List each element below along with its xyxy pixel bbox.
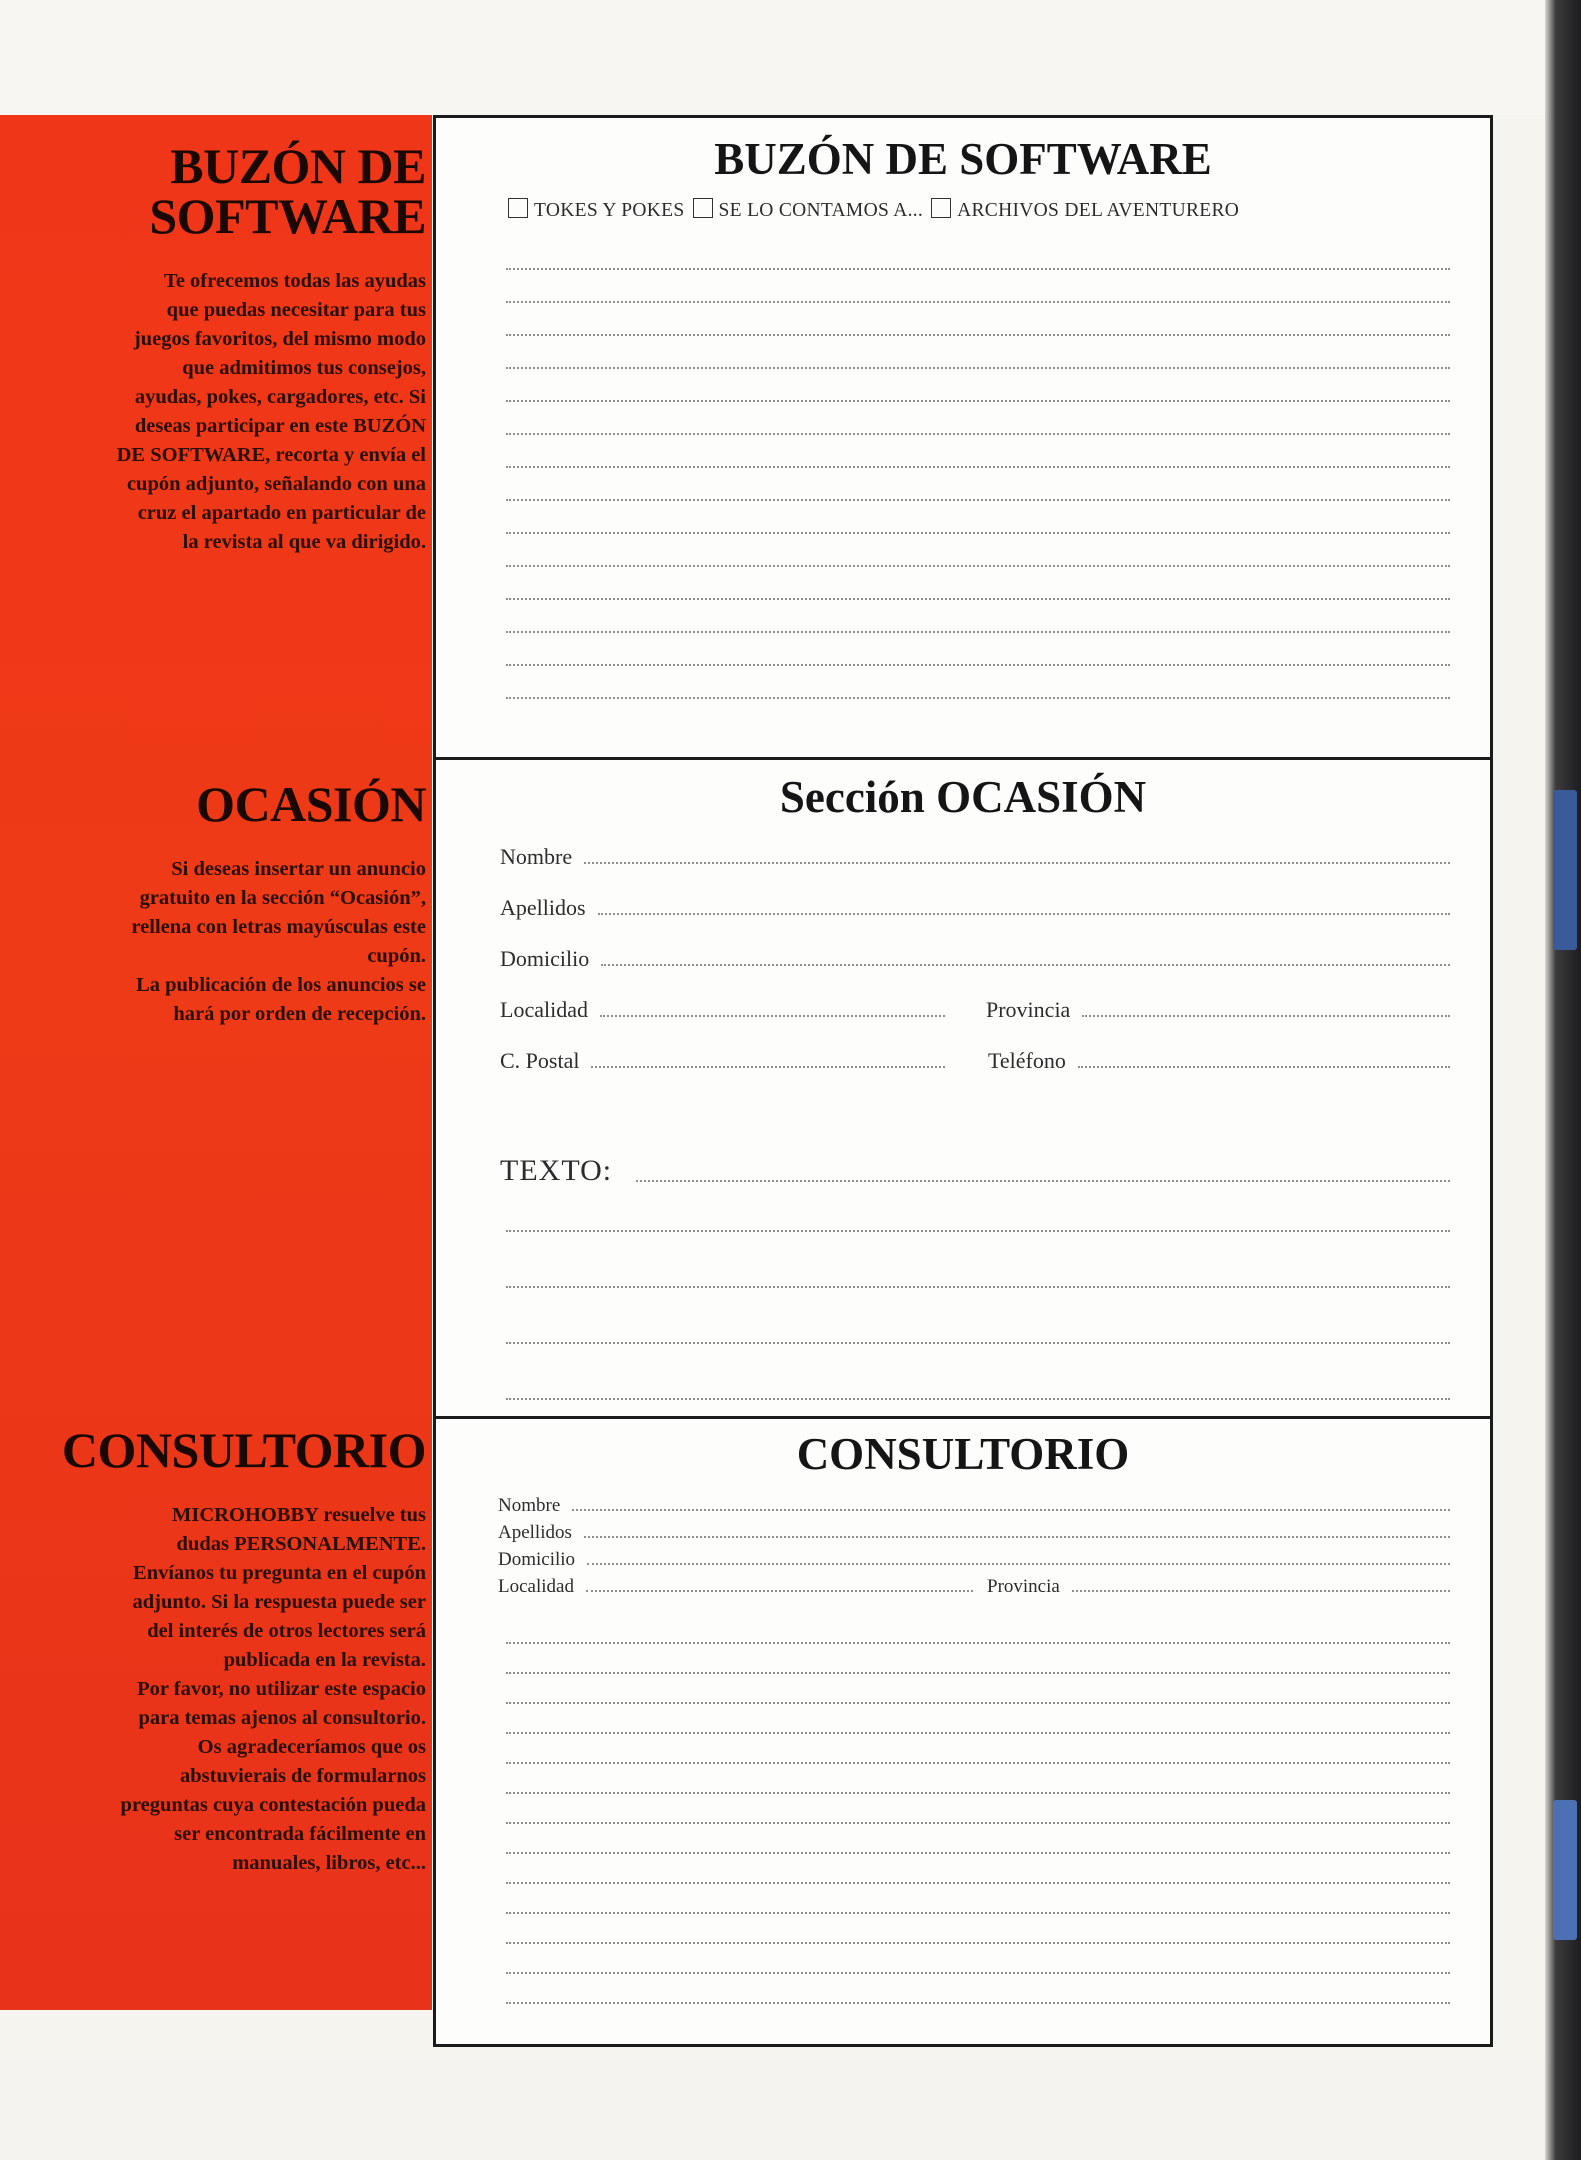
write-line[interactable]	[506, 2002, 1450, 2004]
sidebar-buzon-text: Te ofrecemos todas las ayudas que puedas necesitar para tus juegos favoritos, del mismo modo que admitimos tus consejos, ayudas, pokes, cargadores, etc. Si deseas participar en este BUZÓN DE SOFTWARE, recorta y envía el cupón adjunto, señalando con una cruz el apartado en particular de la revista al que va dirigido.	[116, 270, 426, 553]
write-line[interactable]	[506, 1230, 1450, 1232]
field-label-localidad: Localidad	[500, 997, 588, 1022]
field-label-provincia: Provincia	[987, 1576, 1060, 1597]
field-label-apellidos: Apellidos	[498, 1522, 572, 1543]
field-label-cpostal: C. Postal	[500, 1048, 580, 1073]
ocasion-nombre-field[interactable]	[500, 840, 1450, 870]
page-bottom-margin	[0, 2060, 1545, 2160]
write-line[interactable]	[506, 565, 1450, 567]
write-line[interactable]	[506, 1286, 1450, 1288]
checkbox-se-lo-contamos[interactable]	[693, 198, 713, 218]
buzon-options	[508, 198, 1239, 222]
buzon-coupon-title: BUZÓN DE SOFTWARE	[714, 134, 1212, 184]
write-line[interactable]	[506, 1942, 1450, 1944]
ocasion-cpostal-field[interactable]	[500, 1044, 945, 1074]
write-line[interactable]	[506, 1912, 1450, 1914]
consultorio-coupon	[433, 1416, 1493, 2047]
field-label-localidad: Localidad	[498, 1576, 574, 1597]
write-line[interactable]	[506, 1972, 1450, 1974]
write-line[interactable]	[506, 433, 1450, 435]
option-label-tokes: TOKES Y POKES	[534, 200, 685, 221]
write-line[interactable]	[506, 268, 1450, 270]
write-line[interactable]	[506, 1732, 1450, 1734]
sidebar-buzon-title: BUZÓN DE SOFTWARE	[149, 138, 426, 244]
buzon-coupon	[433, 115, 1493, 760]
sidebar-ocasion-title: OCASIÓN	[196, 776, 426, 832]
write-line[interactable]	[506, 532, 1450, 534]
checkbox-archivos-aventurero[interactable]	[931, 198, 951, 218]
field-label-nombre: Nombre	[498, 1495, 561, 1516]
sidebar-consultorio-title: CONSULTORIO	[61, 1422, 426, 1478]
ocasion-provincia-field[interactable]	[986, 993, 1450, 1023]
write-line[interactable]	[506, 1792, 1450, 1794]
write-line[interactable]	[506, 664, 1450, 666]
ocasion-coupon	[433, 757, 1493, 1419]
field-label-domicilio: Domicilio	[500, 946, 590, 971]
write-line[interactable]	[506, 1672, 1450, 1674]
write-line[interactable]	[506, 499, 1450, 501]
ocasion-coupon-title: Sección OCASIÓN	[779, 772, 1147, 822]
field-label-texto: TEXTO:	[500, 1154, 613, 1187]
field-label-domicilio: Domicilio	[498, 1549, 576, 1570]
write-line[interactable]	[506, 697, 1450, 699]
field-label-apellidos: Apellidos	[500, 895, 586, 920]
sidebar-ocasion	[131, 776, 426, 1029]
write-line[interactable]	[506, 1852, 1450, 1854]
write-line[interactable]	[506, 367, 1450, 369]
write-line[interactable]	[506, 334, 1450, 336]
ocasion-texto-field[interactable]	[500, 1148, 1450, 1188]
page-top-margin	[0, 0, 1581, 115]
consultorio-coupon-title: CONSULTORIO	[796, 1429, 1130, 1479]
field-label-telefono: Teléfono	[988, 1048, 1066, 1073]
ocasion-apellidos-field[interactable]	[500, 891, 1450, 921]
field-label-provincia: Provincia	[986, 997, 1071, 1022]
consultorio-apellidos-field[interactable]	[498, 1520, 1450, 1544]
consultorio-localidad-field[interactable]	[498, 1574, 973, 1598]
red-sidebar	[0, 115, 432, 2010]
checkbox-tokes-y-pokes[interactable]	[508, 198, 528, 218]
write-line[interactable]	[506, 1822, 1450, 1824]
write-line[interactable]	[506, 1642, 1450, 1644]
write-line[interactable]	[506, 631, 1450, 633]
ocasion-telefono-field[interactable]	[988, 1044, 1450, 1074]
adjacent-page-edge	[1545, 0, 1581, 2160]
consultorio-nombre-field[interactable]	[498, 1493, 1450, 1517]
sidebar-ocasion-text: Si deseas insertar un anuncio gratuito en la sección “Ocasión”, rellena con letras mayúsculas este cupón. La publicación de los anuncios se hará por orden de recepción.	[131, 858, 426, 1025]
consultorio-provincia-field[interactable]	[987, 1574, 1450, 1598]
write-line[interactable]	[506, 1398, 1450, 1400]
ocasion-localidad-field[interactable]	[500, 993, 945, 1023]
write-line[interactable]	[506, 466, 1450, 468]
write-line[interactable]	[506, 1762, 1450, 1764]
write-line[interactable]	[506, 301, 1450, 303]
write-line[interactable]	[506, 400, 1450, 402]
option-label-archivos: ARCHIVOS DEL AVENTURERO	[957, 200, 1240, 221]
write-line[interactable]	[506, 598, 1450, 600]
write-line[interactable]	[506, 1702, 1450, 1704]
sidebar-consultorio	[61, 1422, 426, 1878]
sidebar-buzon	[116, 138, 426, 557]
ocasion-domicilio-field[interactable]	[500, 942, 1450, 972]
field-label-nombre: Nombre	[500, 844, 573, 869]
option-label-contamos: SE LO CONTAMOS A...	[718, 200, 924, 221]
write-line[interactable]	[506, 1882, 1450, 1884]
write-line[interactable]	[506, 1342, 1450, 1344]
sidebar-consultorio-text: MICROHOBBY resuelve tus dudas PERSONALMENTE. Envíanos tu pregunta en el cupón adjunto. Si la respuesta puede ser del interés de otros lectores será publicada en la revista. Por favor, no utilizar este espacio para temas ajenos al consultorio. Os agradeceríamos que os abstuvierais de formularnos preguntas cuya contestación pueda ser encontrada fácilmente en manuales, libros, etc...	[120, 1504, 426, 1874]
consultorio-domicilio-field[interactable]	[498, 1547, 1450, 1571]
